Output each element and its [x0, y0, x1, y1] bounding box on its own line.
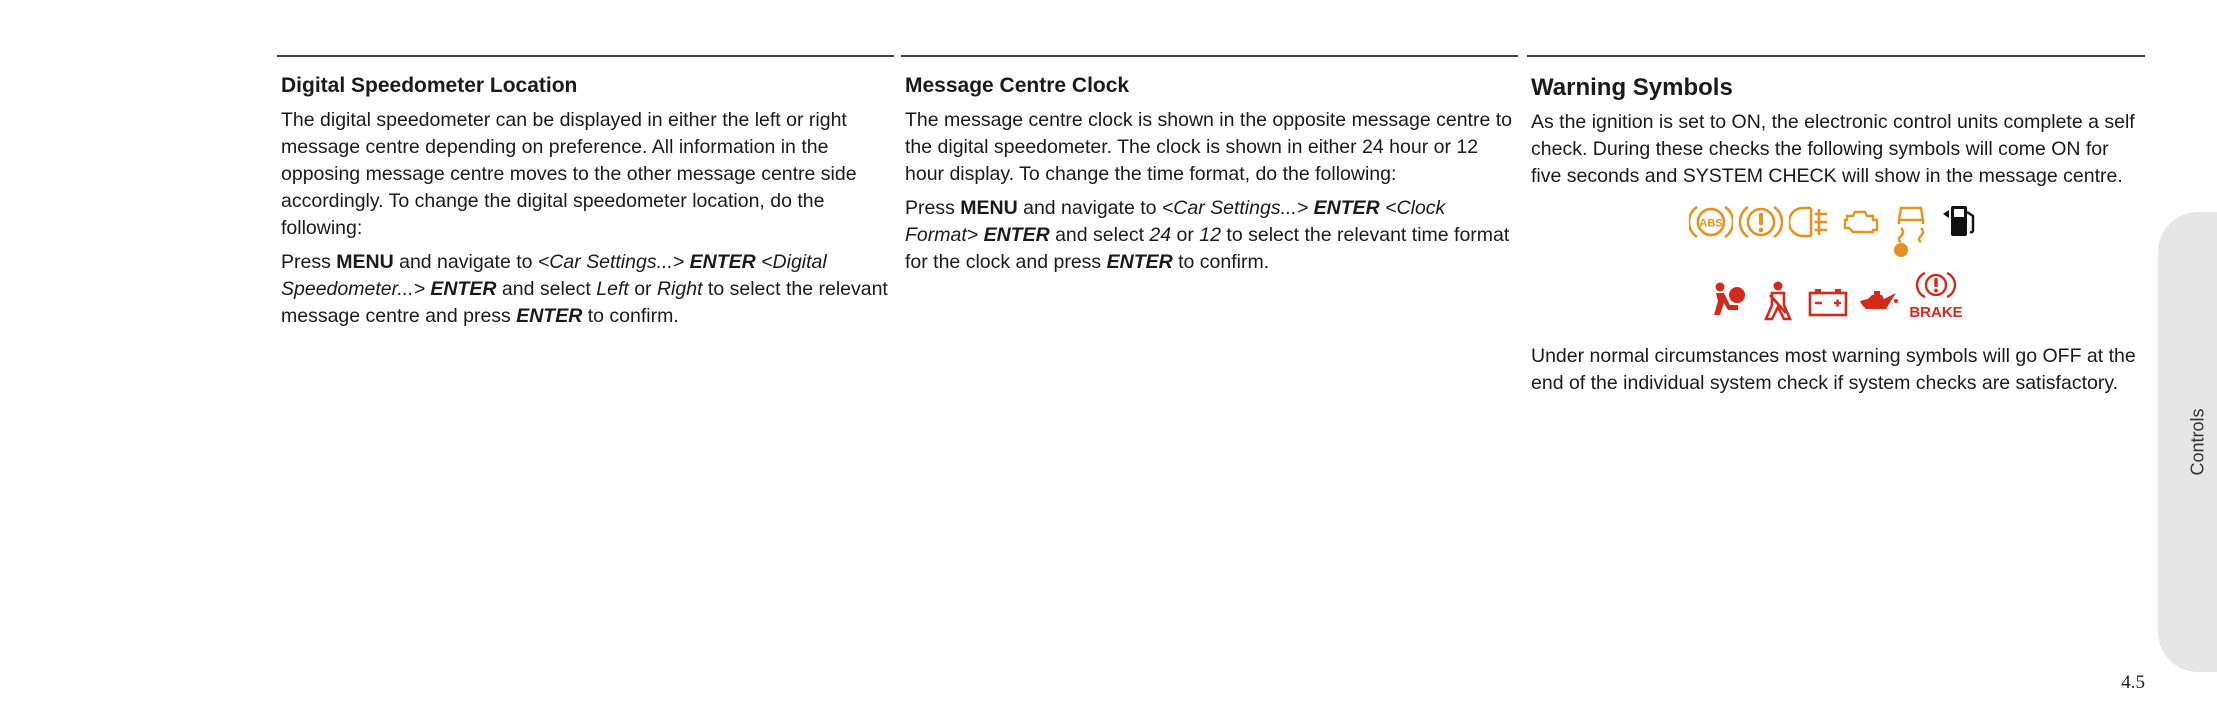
warning-symbols-dot-row: [1893, 242, 1909, 263]
oil-pressure-warning-icon: [1856, 279, 1900, 323]
clock-format-menu-path: <Clock Format>: [905, 197, 1446, 246]
option-24-hour: 24: [1149, 224, 1172, 246]
enter-keyword: ENTER: [516, 305, 583, 327]
seatbelt-warning-icon: [1756, 279, 1800, 323]
warning-symbols-row-1: [1689, 200, 1983, 244]
enter-keyword: ENTER: [430, 278, 497, 300]
left-option: Left: [596, 278, 629, 300]
paragraph-speedometer-instructions: Press MENU and navigate to <Car Settings...> ENTER <Digital Speedometer...> ENTER and select Left or Right to select the relevant message centre and press ENTER to confirm.: [281, 251, 888, 327]
brake-icon-label: BRAKE: [1909, 304, 1963, 321]
right-option: Right: [656, 278, 703, 300]
side-tab-label: Controls: [2187, 408, 2208, 476]
warning-symbols-row-2: [1706, 269, 1966, 323]
rear-fog-lamp-icon: [1789, 200, 1833, 244]
section-heading-message-centre-clock: Message Centre Clock: [905, 74, 1130, 97]
digital-speedometer-menu-path: <Digital Speedometer...>: [281, 251, 827, 300]
enter-keyword: ENTER: [1313, 197, 1380, 219]
abs-icon-label: ABS: [1699, 217, 1723, 230]
column-message-centre-clock: [901, 55, 1518, 283]
engine-warning-icon: [1839, 200, 1883, 244]
section-heading-digital-speedometer: Digital Speedometer Location: [281, 74, 578, 97]
low-fuel-icon: [1939, 200, 1983, 244]
paragraph-speedometer-intro: The digital speedometer can be displayed in either the left or right message centre depending on preference. All information in the opposing message centre moves to the other message centre side accordingly. To change the digital speedometer location, do the following:: [281, 109, 857, 239]
exclamation-warning-icon: [1739, 200, 1783, 244]
paragraph-warning-normal: Under normal circumstances most warning symbols will go OFF at the end of the individual system check if system checks are satisfactory.: [1531, 345, 2136, 394]
enter-keyword: ENTER: [1106, 251, 1173, 273]
paragraph-warning-intro: As the ignition is set to ON, the electronic control units complete a self check. During these checks the following symbols will come ON for five seconds and SYSTEM CHECK will show in the message centre.: [1531, 111, 2135, 187]
column-digital-speedometer: [277, 55, 894, 337]
airbag-warning-icon: [1706, 279, 1750, 323]
amber-indicator-dot-icon: [1893, 242, 1909, 263]
menu-keyword: MENU: [336, 251, 394, 273]
stability-control-icon: [1889, 200, 1933, 244]
section-heading-warning-symbols: Warning Symbols: [1531, 74, 1733, 101]
car-settings-menu-path: <Car Settings...>: [1161, 197, 1309, 219]
abs-warning-icon: [1689, 200, 1733, 244]
page-number: 4.5: [2121, 672, 2145, 693]
option-12-hour: 12: [1199, 224, 1221, 246]
brake-warning-icon: [1906, 269, 1966, 323]
paragraph-clock-instructions: Press MENU and navigate to <Car Settings...> ENTER <Clock Format> ENTER and select 24 or 12 to select the relevant time format for the clock and press ENTER to confirm.: [905, 197, 1510, 273]
car-settings-menu-path: <Car Settings...>: [537, 251, 685, 273]
menu-keyword: MENU: [960, 197, 1018, 219]
side-tab-controls: [2158, 212, 2217, 672]
column-warning-symbols: [1527, 55, 2145, 404]
enter-keyword: ENTER: [983, 224, 1050, 246]
paragraph-clock-intro: The message centre clock is shown in the opposite message centre to the digital speedometer. The clock is shown in either 24 hour or 12 hour display. To change the time format, do the following:: [905, 109, 1512, 185]
battery-warning-icon: [1806, 279, 1850, 323]
enter-keyword: ENTER: [689, 251, 756, 273]
warning-symbols-illustration: [1531, 200, 2141, 323]
